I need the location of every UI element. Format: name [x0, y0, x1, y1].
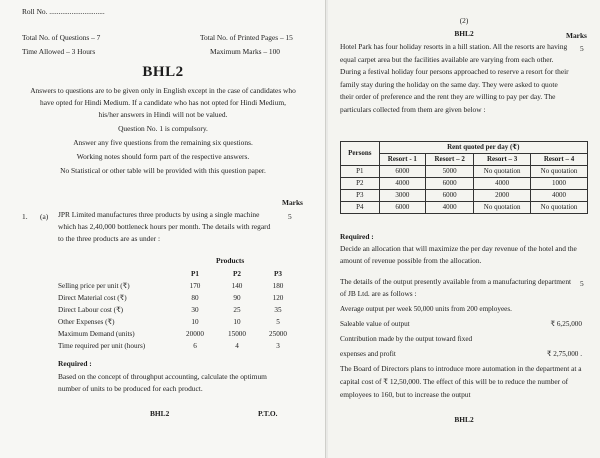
instruction-line-4: Question No. 1 is compulsory. — [118, 124, 208, 133]
table-row — [40, 280, 310, 292]
output-row — [340, 303, 590, 315]
table-cell: 120 — [272, 294, 284, 302]
question-text: JPR Limited manufactures three products by using a single machine which has 2,40,000 bottleneck hours per month. The details with regard to the three products are as under : — [58, 210, 271, 243]
row-label: Direct Material cost (₹) — [58, 294, 127, 302]
right-required-text: Decide an allocation that will maximize the per day revenue of the hotel and the amount of revenue possible from the allocation. — [340, 244, 577, 265]
table-row — [40, 292, 310, 304]
table-cell: 25000 — [269, 330, 287, 338]
table-cell: 25 — [233, 306, 241, 314]
right-paper-code: BHL2 — [454, 29, 474, 38]
output-row — [340, 333, 590, 345]
right-marks-heading: Marks — [566, 31, 587, 40]
row-label: Other Expenses (₹) — [58, 318, 115, 326]
footer-pto: P.T.O. — [258, 409, 278, 418]
output-label: expenses and profit — [340, 350, 396, 358]
printed-pages: Total No. of Printed Pages – 15 — [200, 33, 293, 42]
table-cell: 4000 — [531, 190, 588, 202]
time-allowed: Time Allowed – 3 Hours — [22, 47, 96, 56]
persons-header: Persons — [341, 142, 380, 166]
table-cell: 6 — [193, 342, 197, 350]
table-cell: No quotation — [474, 202, 531, 214]
page-number: (2) — [459, 16, 469, 25]
row-label: Direct Labour cost (₹) — [58, 306, 124, 314]
products-header-row — [40, 268, 310, 280]
column-header: P2 — [233, 270, 241, 278]
table-cell: 6000 — [379, 202, 426, 214]
table-cell: 5000 — [426, 166, 474, 178]
table-cell: 30 — [191, 306, 199, 314]
table-cell: 140 — [231, 282, 243, 290]
table-cell: 10 — [233, 318, 241, 326]
instruction-line-1: Answers to questions are to be given only in English except in the case of candidates who — [30, 86, 296, 95]
table-cell: 6000 — [426, 178, 474, 190]
required-text: Based on the concept of throughput accounting, calculate the optimum number of units to be produced for each product. — [58, 372, 267, 393]
roll-number: Roll No. .............................. — [22, 7, 105, 16]
table-cell: 4000 — [474, 178, 531, 190]
output-label: Saleable value of output — [340, 320, 410, 328]
resort-header: Resort – 2 — [426, 154, 474, 166]
right-question-marks: 5 — [580, 44, 584, 53]
table-cell: No quotation — [531, 166, 588, 178]
table-cell: 4000 — [426, 202, 474, 214]
rent-group-header: Rent quoted per day (₹) — [379, 142, 587, 154]
question-number: 1. — [22, 212, 28, 221]
maximum-marks: Maximum Marks – 100 — [210, 47, 281, 56]
total-questions: Total No. of Questions – 7 — [22, 33, 101, 42]
instruction-line-6: Working notes should form part of the respective answers. — [76, 152, 250, 161]
resort-header: Resort - 1 — [379, 154, 426, 166]
products-heading: Products — [216, 256, 245, 265]
row-label: Selling price per unit (₹) — [58, 282, 130, 290]
paper-code-title: BHL2 — [142, 64, 184, 80]
table-cell: No quotation — [474, 166, 531, 178]
row-label: Time required per unit (hours) — [58, 342, 146, 350]
table-row — [40, 328, 310, 340]
table-cell: 6000 — [379, 166, 426, 178]
instruction-line-7: No Statistical or other table will be provided with this question paper. — [60, 166, 266, 175]
table-cell: 15000 — [228, 330, 246, 338]
table-cell: 2000 — [474, 190, 531, 202]
resort-header: Resort – 4 — [531, 154, 588, 166]
table-cell: 4000 — [379, 178, 426, 190]
question-part: (a) — [40, 212, 49, 221]
output-label: Contribution made by the output toward fixed — [340, 335, 473, 343]
column-header: P3 — [274, 270, 282, 278]
table-cell: 5 — [276, 318, 280, 326]
table-cell: 80 — [191, 294, 199, 302]
person-cell: P4 — [341, 202, 380, 214]
table-cell: 3000 — [379, 190, 426, 202]
table-row — [40, 340, 310, 352]
row-label: Maximum Demand (units) — [58, 330, 135, 338]
right-required-label: Required : — [340, 232, 374, 241]
person-cell: P1 — [341, 166, 380, 178]
column-header: P1 — [191, 270, 199, 278]
output-value: ₹ 6,25,000 — [550, 320, 582, 328]
table-row — [341, 190, 588, 202]
right-footer-code: BHL2 — [454, 415, 474, 424]
table-cell: 6000 — [426, 190, 474, 202]
rent-table — [340, 141, 588, 214]
table-cell: 10 — [191, 318, 199, 326]
table-row — [341, 202, 588, 214]
table-cell: 4 — [235, 342, 239, 350]
table-row — [40, 316, 310, 328]
table-cell: 35 — [274, 306, 282, 314]
q2-text: The details of the output presently available from a manufacturing department of JB Ltd. are as follows : — [340, 277, 572, 298]
marks-heading: Marks — [282, 198, 303, 207]
instruction-line-2: have opted for Hindi Medium. If a candidate who has not opted for Hindi Medium, — [40, 98, 286, 107]
table-cell: 20000 — [186, 330, 204, 338]
table-cell: 3 — [276, 342, 280, 350]
question-marks: 5 — [288, 212, 292, 221]
table-cell: 1000 — [531, 178, 588, 190]
output-value: ₹ 2,75,000 . — [546, 350, 582, 358]
required-label: Required : — [58, 359, 92, 368]
instruction-line-3: his/her answers in Hindi will not be valued. — [98, 110, 228, 119]
right-question-text: Hotel Park has four holiday resorts in a hill station. All the resorts are having equal carpet area but the facilities available are varying from each other. During a festival holiday four persons approached to reserve a resort for their family stay during the holiday on the same day. They were asked to quote their order of preference and the rent they are willing to pay per day. The particulars collected from them are given below : — [340, 42, 569, 114]
resort-header: Resort – 3 — [474, 154, 531, 166]
table-cell: 180 — [272, 282, 284, 290]
table-row — [341, 178, 588, 190]
table-row — [40, 304, 310, 316]
board-directors-text: The Board of Directors plans to introduce more automation in the department at a capital cost of ₹ 12,50,000. The effect of this will be to reduce the number of employees to 160, but to increase the output — [340, 364, 582, 399]
footer-paper-code: BHL2 — [150, 409, 170, 418]
products-table — [40, 268, 310, 352]
q2-marks: 5 — [580, 279, 584, 288]
output-row — [340, 348, 590, 360]
table-header-row — [341, 142, 588, 154]
person-cell: P3 — [341, 190, 380, 202]
table-row — [341, 166, 588, 178]
right-page — [328, 0, 600, 458]
output-row — [340, 318, 590, 330]
person-cell: P2 — [341, 178, 380, 190]
instruction-line-5: Answer any five questions from the remaining six questions. — [73, 138, 253, 147]
table-cell: 170 — [189, 282, 201, 290]
table-cell: No quotation — [531, 202, 588, 214]
output-label: Average output per week 50,000 units from 200 employees. — [340, 305, 512, 313]
table-cell: 90 — [233, 294, 241, 302]
